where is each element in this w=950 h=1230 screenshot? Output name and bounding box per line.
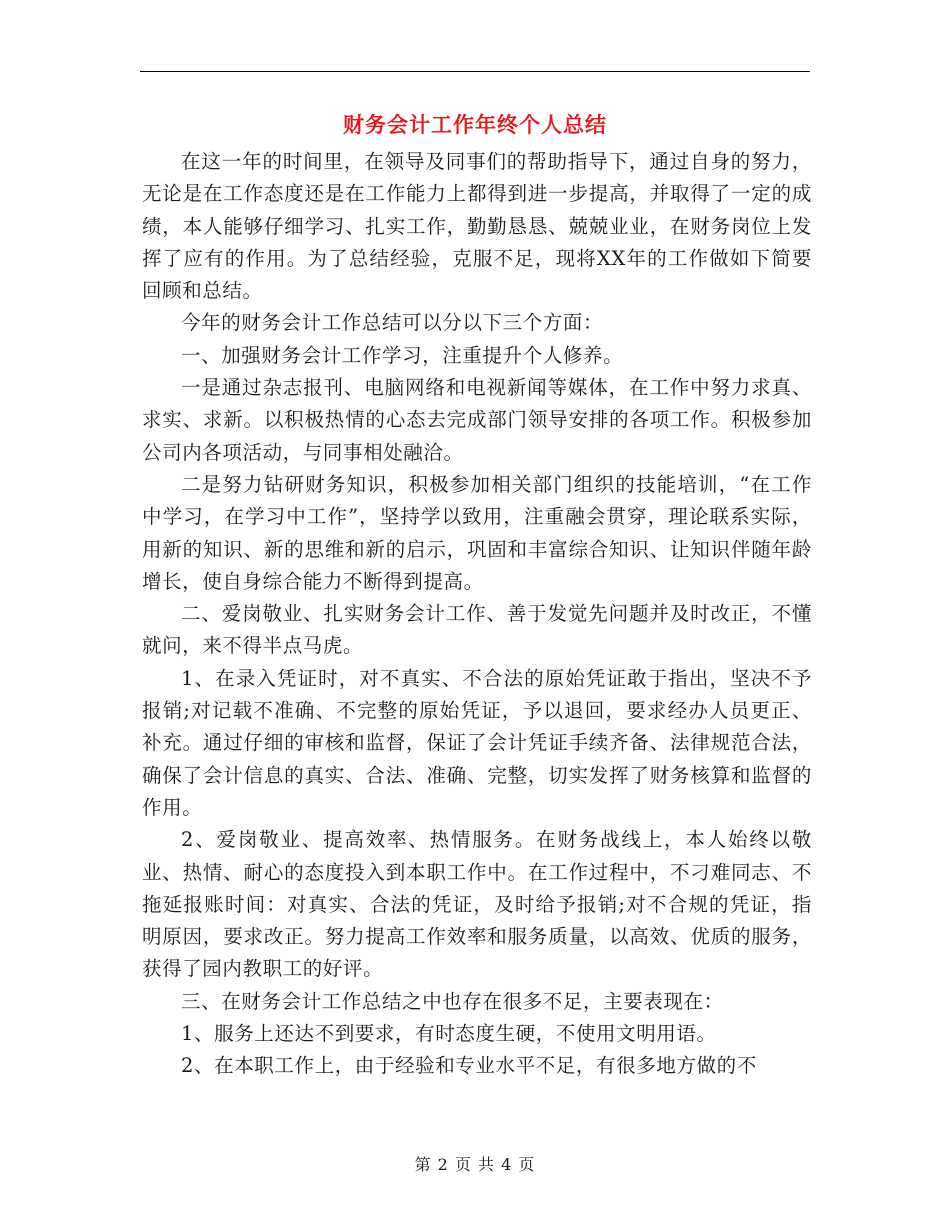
- paragraph-section3-item2: 2、在本职工作上，由于经验和专业水平不足，有很多地方做的不: [181, 1054, 757, 1078]
- paragraph-section1-point1: 一是通过杂志报刊、电脑网络和电视新闻等媒体，在工作中努力求真、求实、求新。以积极热情的心态去完成部门领导安排的各项工作。积极参加公司内各项活动，与同事相处融洽。: [142, 376, 812, 464]
- document-title: 财务会计工作年终个人总结: [343, 112, 607, 137]
- paragraph-overview: 今年的财务会计工作总结可以分以下三个方面：: [181, 311, 604, 335]
- paragraph-section2-item1: 1、在录入凭证时，对不真实、不合法的原始凭证敢于指出，坚决不予报销;对记载不准确、不完整的原始凭证，予以退回，要求经办人员更正、补充。通过仔细的审核和监督，保证了会计凭证手续齐备、法律规范合法，确保了会计信息的真实、合法、准确、完整，切实发挥了财务核算和监督的作用。: [142, 666, 812, 819]
- page-number: 第 2 页 共 4 页: [414, 1155, 536, 1174]
- section-heading-1: 一、加强财务会计工作学习，注重提升个人修养。: [181, 343, 624, 367]
- section-heading-2: 二、爱岗敬业、扎实财务会计工作、善于发觉先问题并及时改正，不懂就问，来不得半点马虎。: [142, 602, 812, 658]
- paragraph-section1-point2: 二是努力钻研财务知识，积极参加相关部门组织的技能培训，“在工作中学习，在学习中工作”，坚持学以致用，注重融会贯穿，理论联系实际，用新的知识、新的思维和新的启示，巩固和丰富综合知识、让知识伴随年龄增长，使自身综合能力不断得到提高。: [142, 472, 812, 593]
- paragraph-section2-item2: 2、爱岗敬业、提高效率、热情服务。在财务战线上，本人始终以敬业、热情、耐心的态度投入到本职工作中。在工作过程中，不刁难同志、不拖延报账时间：对真实、合法的凭证，及时给予报销;对不合规的凭证，指明原因，要求改正。努力提高工作效率和服务质量，以高效、优质的服务，获得了园内教职工的好评。: [142, 828, 812, 981]
- document-body: [142, 146, 812, 1083]
- paragraph-intro: 在这一年的时间里，在领导及同事们的帮助指导下，通过自身的努力，无论是在工作态度还是在工作能力上都得到进一步提高，并取得了一定的成绩，本人能够仔细学习、扎实工作，勤勤恳恳、兢兢业业，在财务岗位上发挥了应有的作用。为了总结经验，克服不足，现将XX年的工作做如下简要回顾和总结。: [142, 150, 812, 303]
- paragraph-section3-item1: 1、服务上还达不到要求，有时态度生硬，不使用文明用语。: [181, 1022, 717, 1046]
- section-heading-3: 三、在财务会计工作总结之中也存在很多不足，主要表现在：: [181, 989, 724, 1013]
- header-rule: [140, 71, 810, 72]
